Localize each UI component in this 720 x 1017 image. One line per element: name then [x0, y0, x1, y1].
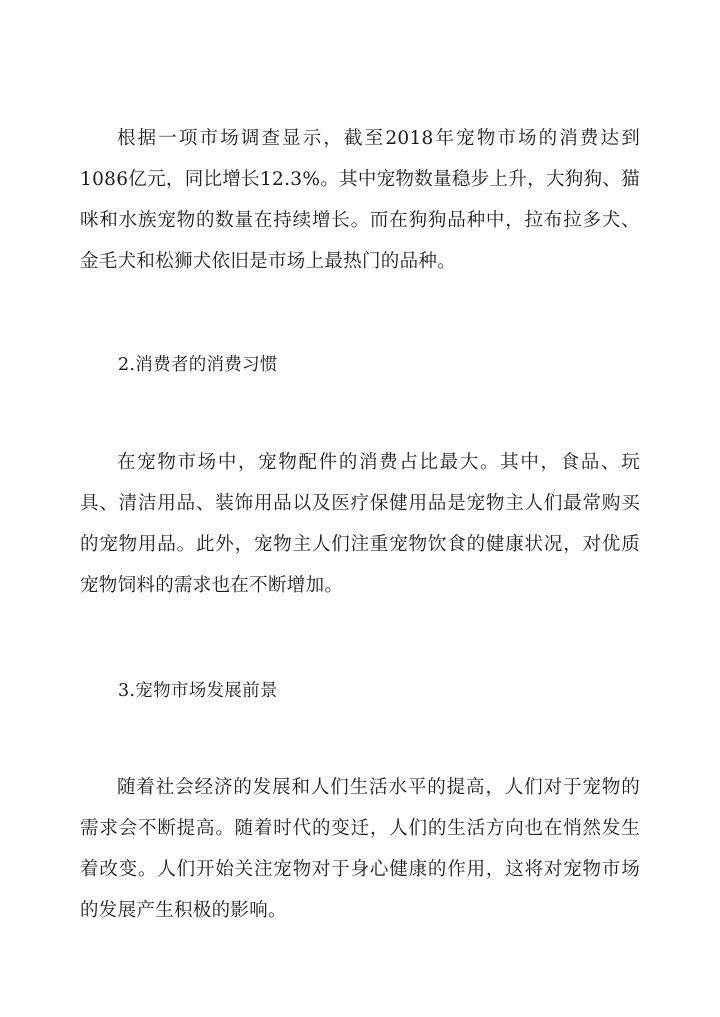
- consumer-habits-heading: 2.消费者的消费习惯: [118, 355, 278, 375]
- market-outlook-paragraph: 随着社会经济的发展和人们生活水平的提高，人们对于宠物的需求会不断提高。随着时代的变迁，人们的生活方向也在悄然发生着改变。人们开始关注宠物对于身心健康的作用，这将对宠物市场的发展产生积极的影响。: [80, 777, 640, 921]
- market-outlook-heading: 3.宠物市场发展前景: [118, 681, 278, 701]
- market-survey-paragraph: 根据一项市场调查显示，截至2018年宠物市场的消费达到1086亿元，同比增长12.3%。其中宠物数量稳步上升，大狗狗、猫咪和水族宠物的数量在持续增长。而在狗狗品种中，拉布拉多犬、金毛犬和松狮犬依旧是市场上最热门的品种。: [80, 128, 640, 272]
- consumer-habits-paragraph: 在宠物市场中，宠物配件的消费占比最大。其中，食品、玩具、清洁用品、装饰用品以及医疗保健用品是宠物主人们最常购买的宠物用品。此外，宠物主人们注重宠物饮食的健康状况，对优质宠物饲料的需求也在不断增加。: [80, 452, 640, 596]
